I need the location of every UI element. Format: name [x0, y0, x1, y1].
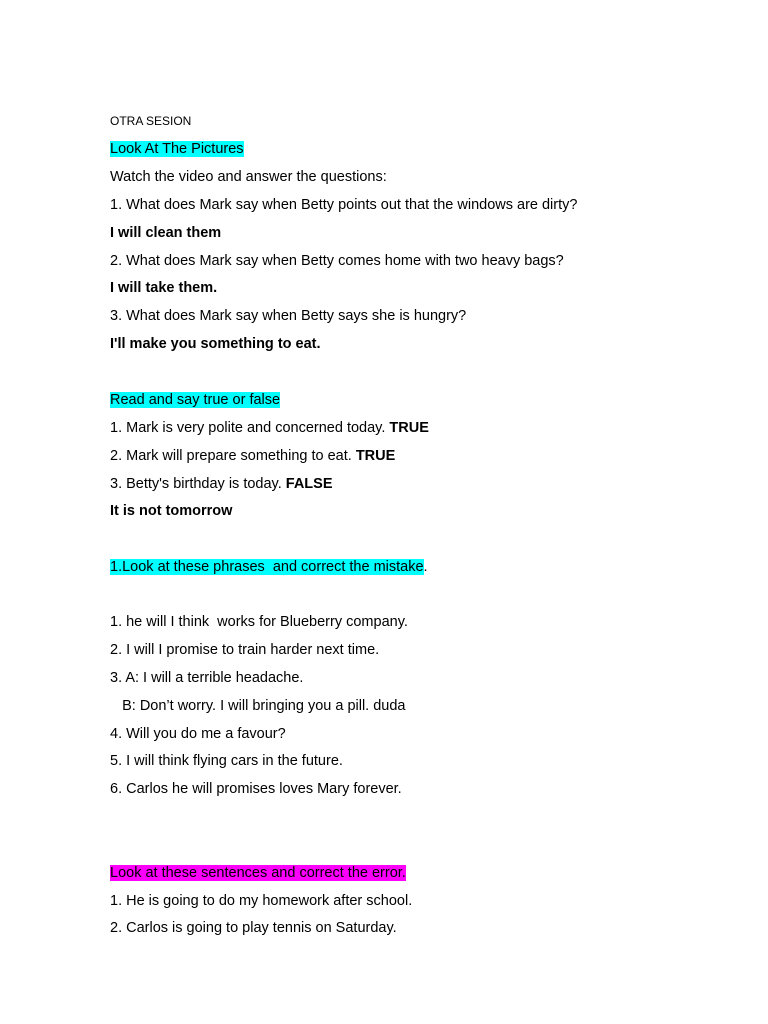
tf-note: It is not tomorrow: [110, 503, 233, 519]
phrase-item-4: 4. Will you do me a favour?: [110, 726, 286, 742]
phrase-item-5: 5. I will think flying cars in the future.: [110, 753, 343, 769]
section2-heading: [110, 391, 280, 409]
answer-1: I will clean them: [110, 225, 222, 241]
session-title: OTRA SESION: [110, 114, 192, 128]
tf-item-3: [110, 475, 333, 493]
section3-heading: [110, 558, 428, 576]
question-2: 2. What does Mark say when Betty comes home with two heavy bags?: [110, 253, 564, 269]
tf-item-1: [110, 419, 429, 437]
section4-heading-highlight: Look at these sentences and correct the error.: [110, 865, 406, 881]
answer-2: I will take them.: [110, 280, 218, 296]
question-3: 3. What does Mark say when Betty says she is hungry?: [110, 308, 467, 324]
tf-item-1-verdict: TRUE: [389, 420, 429, 436]
section1-instruction: Watch the video and answer the questions:: [110, 169, 387, 185]
section1-heading-highlight: Look At The Pictures: [110, 141, 244, 157]
section3-heading-suffix: .: [423, 559, 428, 575]
phrase-item-2: 2. I will I promise to train harder next time.: [110, 642, 380, 658]
phrase-item-1: 1. he will I think works for Blueberry company.: [110, 614, 408, 630]
tf-item-3-text: 3. Betty's birthday is today.: [110, 476, 286, 492]
section3-heading-highlight: 1.Look at these phrases and correct the mistake: [110, 559, 424, 575]
phrase-item-3b: B: Don’t worry. I will bringing you a pill. duda: [110, 698, 406, 714]
phrase-item-6: 6. Carlos he will promises loves Mary forever.: [110, 781, 402, 797]
tf-item-3-verdict: FALSE: [285, 476, 333, 492]
question-1: 1. What does Mark say when Betty points out that the windows are dirty?: [110, 197, 578, 213]
tf-item-2: [110, 447, 395, 465]
section4-heading: [110, 864, 406, 882]
phrase-item-3a: 3. A: I will a terrible headache.: [110, 670, 304, 686]
sentence-item-1: 1. He is going to do my homework after school.: [110, 893, 413, 909]
tf-item-2-text: 2. Mark will prepare something to eat.: [110, 448, 356, 464]
section1-heading: [110, 140, 244, 158]
tf-item-2-verdict: TRUE: [355, 448, 396, 464]
tf-item-1-text: 1. Mark is very polite and concerned today.: [110, 420, 390, 436]
sentence-item-2: 2. Carlos is going to play tennis on Saturday.: [110, 920, 397, 936]
section2-heading-highlight: Read and say true or false: [110, 392, 281, 408]
answer-3: I'll make you something to eat.: [110, 336, 321, 352]
